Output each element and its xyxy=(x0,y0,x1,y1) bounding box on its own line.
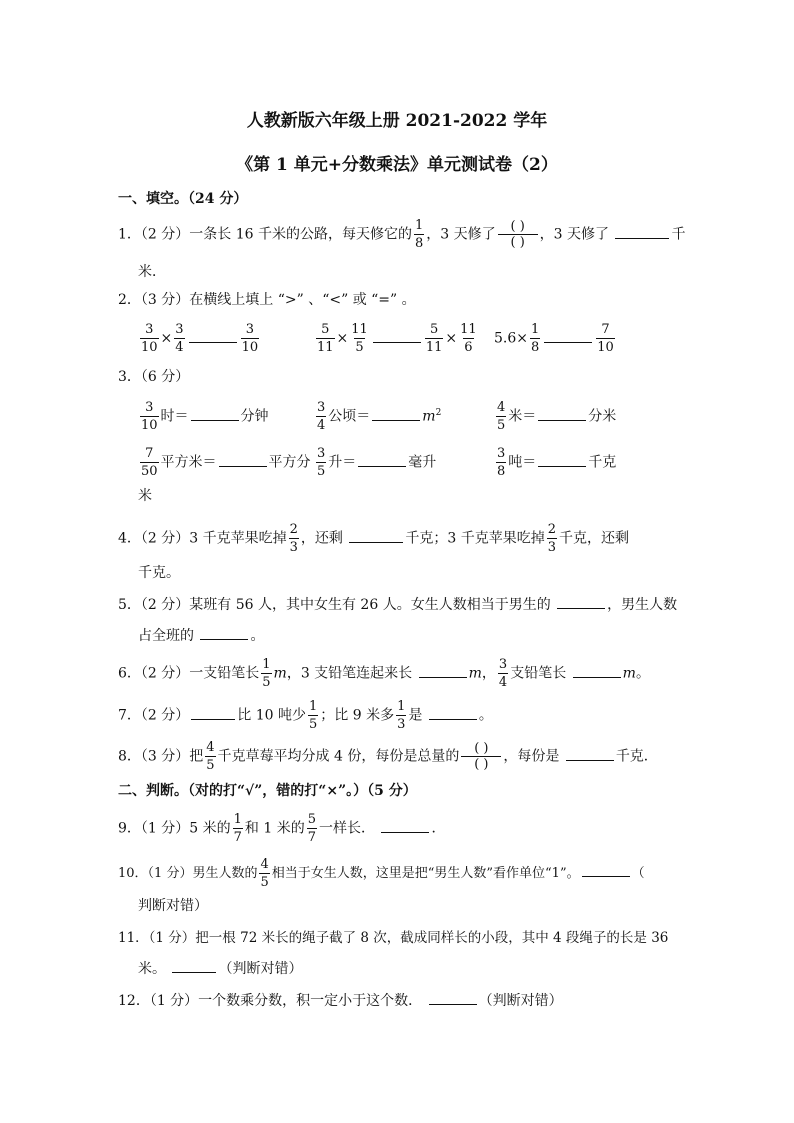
answer-blank[interactable] xyxy=(615,224,669,239)
unit-conversion-2: $\frac{3}{4}$ 公顷＝ $m^2$ xyxy=(317,400,442,433)
question-10-cont: 判断对错） xyxy=(138,898,208,914)
question-11: 11．（1 分）把一根 72 米长的绳子截了 8 次，截成同样长的小段，其中 4 段绳子的长是 36 xyxy=(118,930,669,946)
answer-blank[interactable] xyxy=(373,328,421,343)
title-line-2: 《第 1 单元+分数乘法》单元测试卷（2） xyxy=(236,155,558,175)
question-6: 6．（2 分）一支铅笔长 $\frac{1}{5}$ m，3 支铅笔连起来长 m， $\frac{3}{4}$ 支铅笔长 m。 xyxy=(118,657,650,690)
compare-expr-1: $\frac{3}{10}$ × $\frac{3}{4}$ $\frac{3}{10}$ xyxy=(141,322,259,355)
question-1-cont: 米． xyxy=(138,264,166,280)
section-fill-in: 一、填空。（24 分） xyxy=(118,191,248,207)
compare-expr-3: 5.6× $\frac{1}{8}$ $\frac{7}{10}$ xyxy=(494,322,614,355)
question-1: 1．（2 分）一条长 16 千米的公路，每天修它的 $\frac{1}{8}$ ，3 天修了 ( ) ( ) ，3 天修了 千 xyxy=(118,218,686,251)
answer-fraction-blank[interactable]: ( ) ( ) xyxy=(461,741,501,772)
answer-blank[interactable] xyxy=(172,958,216,973)
answer-blank[interactable] xyxy=(189,328,237,343)
question-4: 4．（2 分）3 千克苹果吃掉 $\frac{2}{3}$ ，还剩 千克；3 千克苹果吃掉 $\frac{2}{3}$ 千克，还剩 xyxy=(118,522,629,555)
answer-blank[interactable] xyxy=(557,594,605,609)
question-2: 2．（3 分）在横线上填上 “>” 、“<” 或 “=” 。 xyxy=(118,292,416,308)
fraction: $\frac{1}{8}$ xyxy=(414,218,424,251)
question-11-cont: 米。 （判断对错） xyxy=(138,958,302,979)
answer-blank[interactable] xyxy=(381,818,429,833)
answer-blank[interactable] xyxy=(566,746,614,761)
unit-conversion-4-cont: 米 xyxy=(138,488,152,504)
question-3: 3．（6 分） xyxy=(118,369,190,385)
unit-conversion-6: $\frac{3}{8}$ 吨＝ 千克 xyxy=(497,446,617,479)
answer-blank[interactable] xyxy=(538,406,586,421)
answer-blank[interactable] xyxy=(544,328,592,343)
title-line-1: 人教新版六年级上册 2021-2022 学年 xyxy=(246,111,548,131)
question-7: 7．（2 分） 比 10 吨少 $\frac{1}{5}$ ；比 9 米多 $\frac{1}{3}$ 是 。 xyxy=(118,699,493,732)
answer-blank[interactable] xyxy=(200,625,248,640)
answer-blank[interactable] xyxy=(429,705,477,720)
unit-conversion-4: $\frac{7}{50}$ 平方米＝ 平方分 xyxy=(141,446,311,479)
question-4-cont: 千克。 xyxy=(138,565,180,581)
unit-conversion-5: $\frac{3}{5}$ 升＝ 毫升 xyxy=(317,446,437,479)
unit-conversion-3: $\frac{4}{5}$ 米＝ 分米 xyxy=(497,400,617,433)
compare-expr-2: $\frac{5}{11}$ × $\frac{11}{5}$ $\frac{5}{11}$ × $\frac{11}{6}$ xyxy=(317,322,477,355)
answer-blank[interactable] xyxy=(582,862,630,877)
answer-blank[interactable] xyxy=(219,452,267,467)
answer-blank[interactable] xyxy=(191,705,235,720)
answer-blank[interactable] xyxy=(429,990,477,1005)
answer-blank[interactable] xyxy=(573,663,621,678)
answer-blank[interactable] xyxy=(419,663,467,678)
question-8: 8．（3 分）把 $\frac{4}{5}$ 千克草莓平均分成 4 份，每份是总量的 ( ) ( ) ，每份是 千克． xyxy=(118,740,658,773)
unit-conversion-1: $\frac{3}{10}$ 时＝ 分钟 xyxy=(141,400,269,433)
question-5: 5．（2 分）某班有 56 人，其中女生有 26 人。女生人数相当于男生的 ，男生人数 xyxy=(118,594,677,615)
section-true-false: 二、判断。（对的打“√”，错的打“×”。）（5 分） xyxy=(118,783,417,799)
question-12: 12．（1 分）一个数乘分数，积一定小于这个数． （判断对错） xyxy=(118,990,563,1011)
question-5-cont: 占全班的 。 xyxy=(138,625,264,646)
answer-blank[interactable] xyxy=(191,406,239,421)
answer-blank[interactable] xyxy=(538,452,586,467)
question-10: 10．（1 分）男生人数的 $\frac{4}{5}$ 相当于女生人数，这里是把“男生人数”看作单位“1”。 （ xyxy=(118,857,645,890)
answer-blank[interactable] xyxy=(349,528,403,543)
answer-fraction-blank[interactable]: ( ) ( ) xyxy=(498,219,538,250)
question-9: 9．（1 分）5 米的 $\frac{1}{7}$ 和 1 米的 $\frac{5}{7}$ 一样长． ． xyxy=(118,812,446,845)
answer-blank[interactable] xyxy=(372,406,420,421)
answer-blank[interactable] xyxy=(358,452,406,467)
